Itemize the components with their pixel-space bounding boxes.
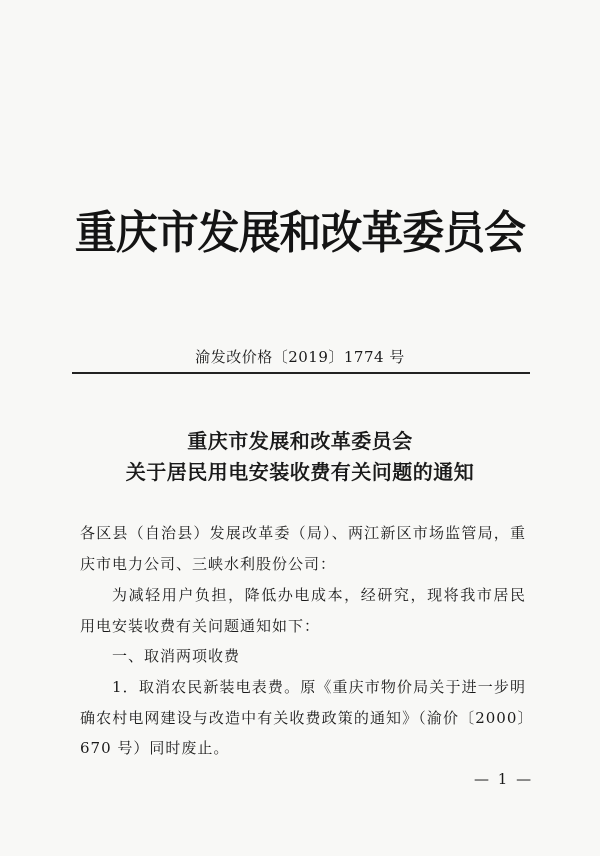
- header-divider: [72, 372, 530, 374]
- notice-title-line1: 重庆市发展和改革委员会: [187, 429, 413, 453]
- intro-paragraph: 为减轻用户负担，降低办电成本，经研究，现将我市居民用电安装收费有关问题通知如下：: [80, 586, 526, 635]
- item-paragraph: 1．取消农民新装电表费。原《重庆市物价局关于进一步明确农村电网建设与改造中有关收费政策的通知》（渝价〔2000〕670 号）同时废止。: [80, 678, 526, 757]
- notice-title-line2: 关于居民用电安装收费有关问题的通知: [125, 460, 475, 484]
- page-number: — 1 —: [474, 770, 534, 788]
- document-number: 渝发改价格〔2019〕1774 号: [195, 348, 405, 366]
- salutation: 各区县（自治县）发展改革委（局）、两江新区市场监管局，重庆市电力公司、三峡水利股份公司：: [80, 524, 526, 573]
- agency-letterhead: 重庆市发展和改革委员会: [74, 206, 526, 259]
- section-heading: 一、取消两项收费: [112, 647, 241, 665]
